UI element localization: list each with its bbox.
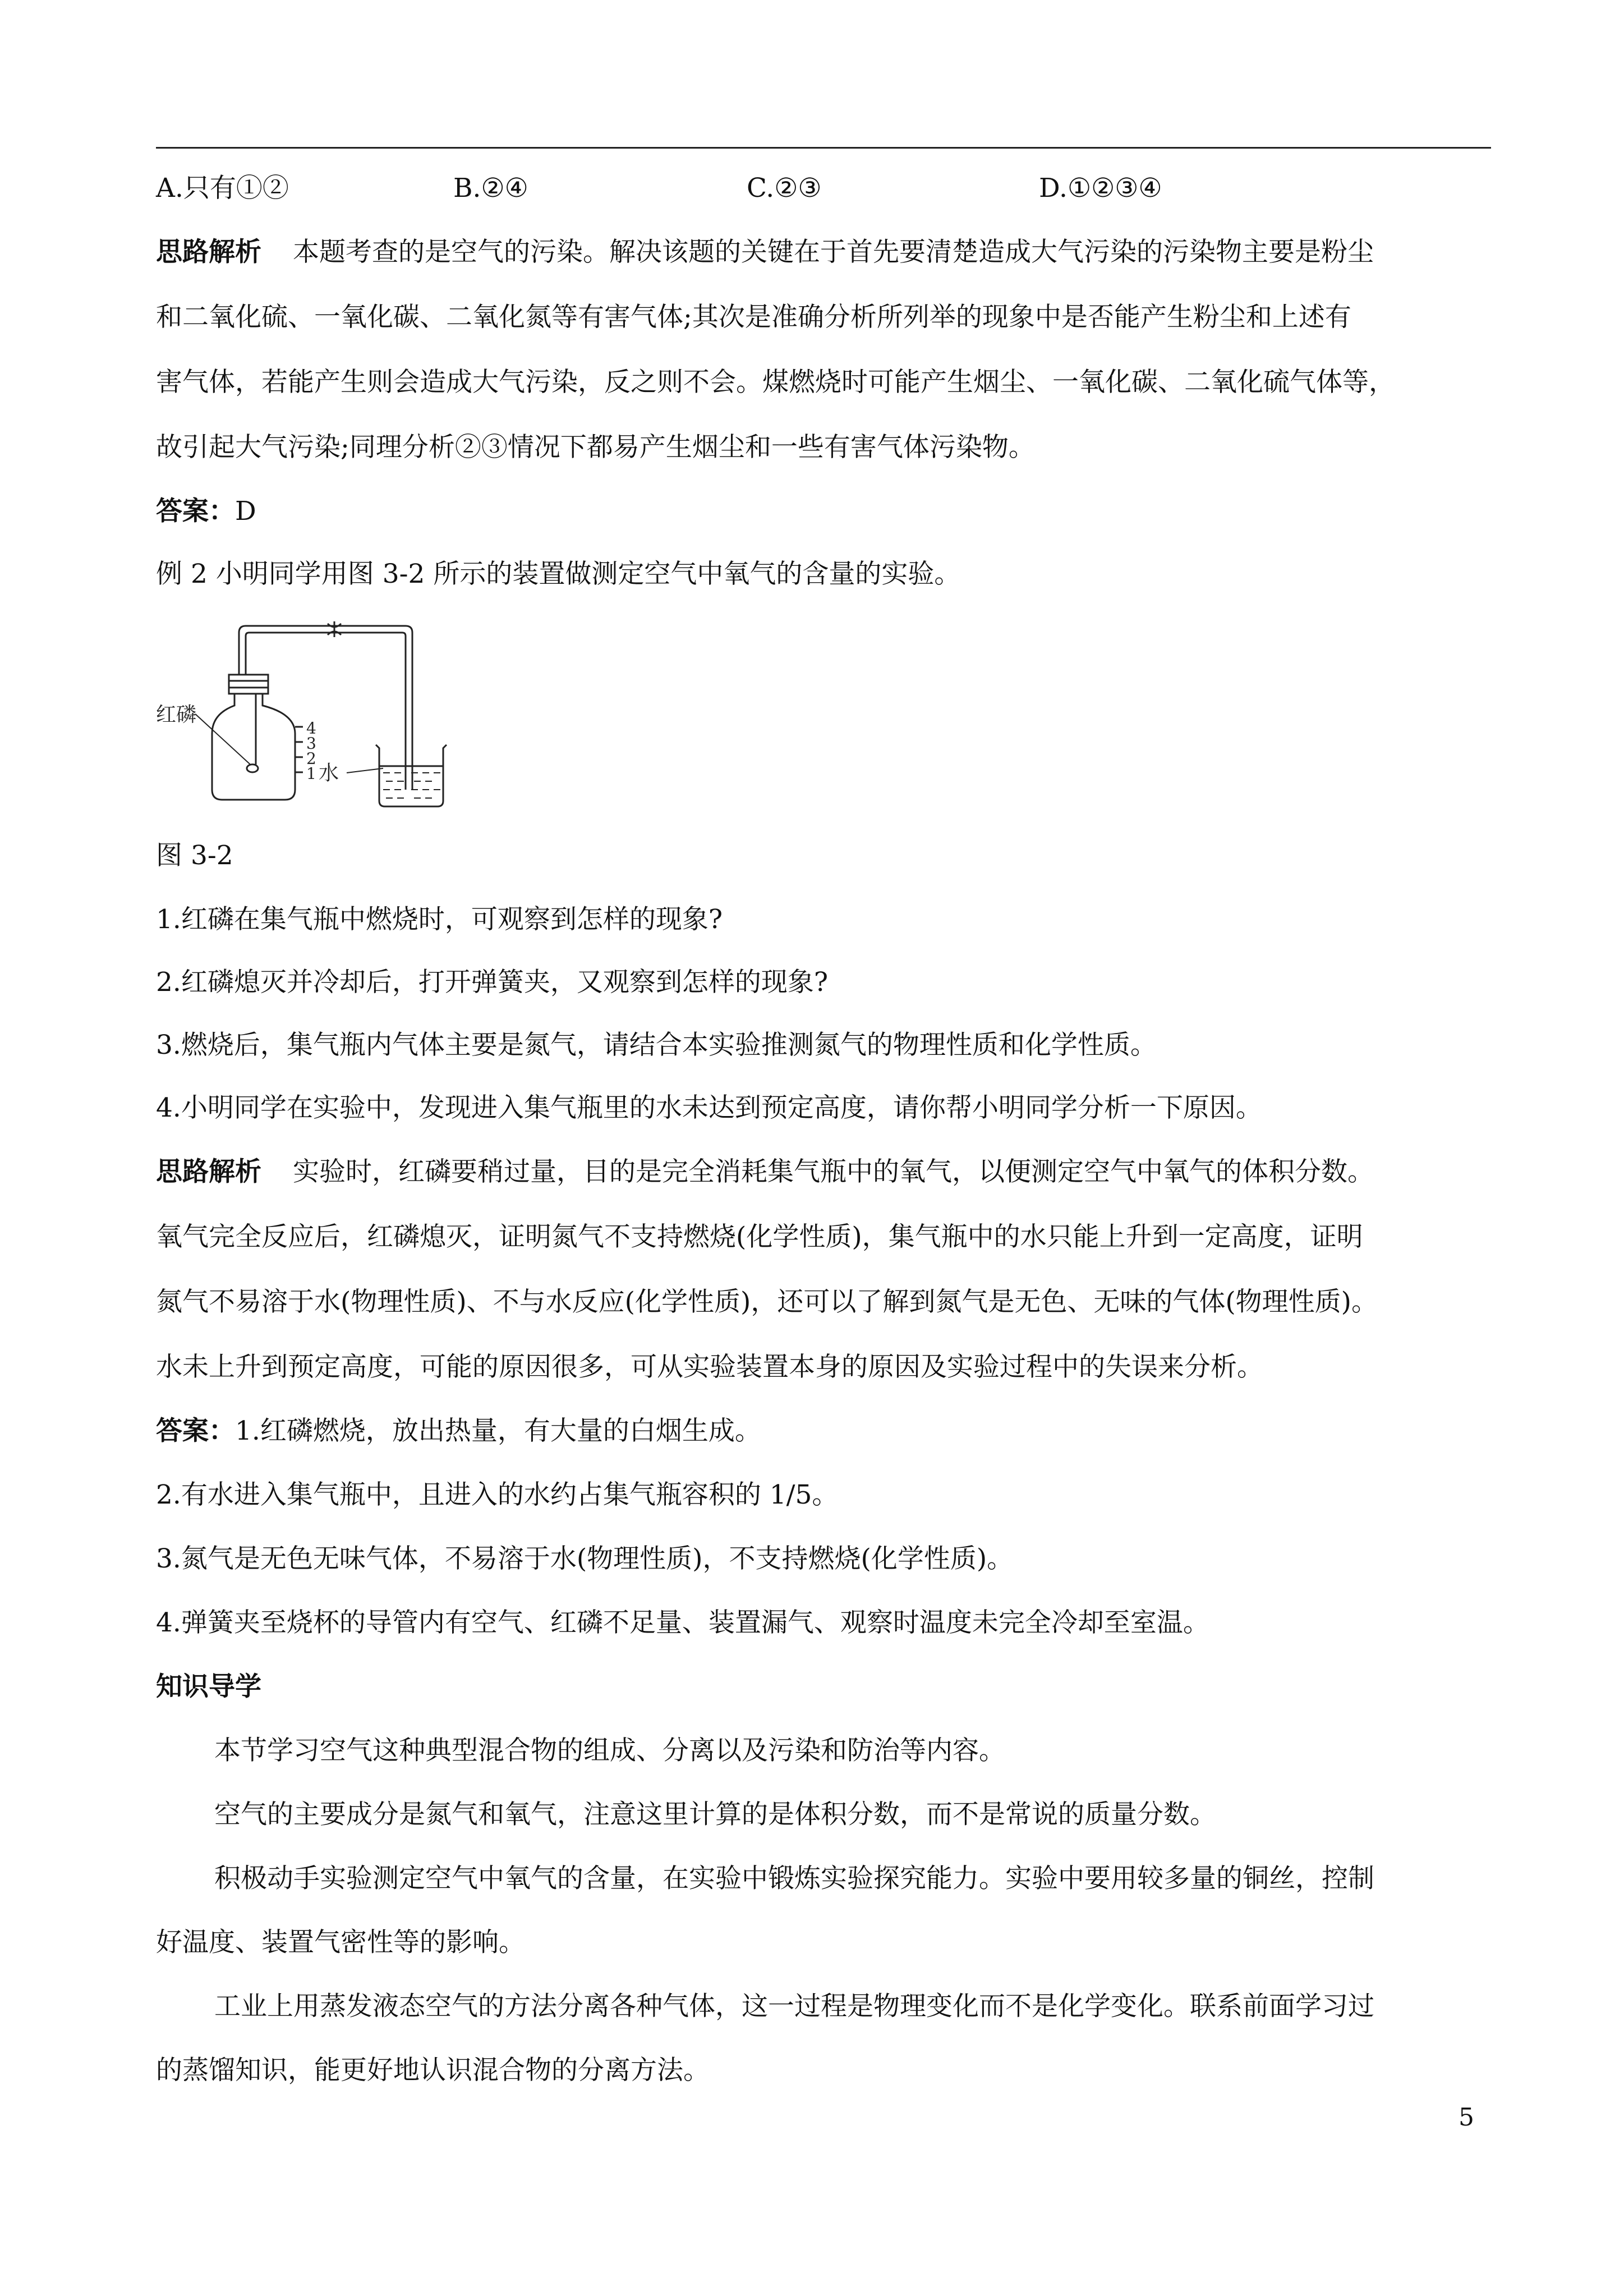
guide-heading: 知识导学	[156, 1671, 261, 1702]
ex2-analysis-text: 实验时，红磷要稍过量，目的是完全消耗集气瓶中的氧气，以便测定空气中氧气的体积分数。	[293, 1156, 1374, 1187]
question-3: 3.燃烧后，集气瓶内气体主要是氮气，请结合本实验推测氮气的物理性质和化学性质。	[156, 1030, 1157, 1061]
guide-paragraph-3-line-2: 好温度、装置气密性等的影响。	[156, 1927, 525, 1958]
ex2-analysis-label: 思路解析	[156, 1156, 261, 1187]
scale-3: 3	[306, 734, 316, 753]
guide-paragraph-4-line-1: 工业上用蒸发液态空气的方法分离各种气体，这一过程是物理变化而不是化学变化。联系前面学习过	[214, 1991, 1374, 2022]
apparatus-figure	[156, 621, 493, 812]
gas-bottle	[212, 694, 295, 800]
spring-clip	[328, 621, 341, 637]
header-rule	[156, 147, 1491, 149]
ex2-answer-label: 答案：	[156, 1416, 235, 1446]
q1-analysis-line-1	[156, 236, 1374, 269]
beaker	[376, 745, 447, 806]
question-1: 1.红磷在集气瓶中燃烧时，可观察到怎样的现象?	[156, 904, 723, 935]
q1-analysis-line-4: 故引起大气污染;同理分析②③情况下都易产生烟尘和一些有害气体污染物。	[156, 432, 1035, 463]
ex2-answer-1-text: 1.红磷燃烧，放出热量，有大量的白烟生成。	[235, 1416, 761, 1446]
ex2-analysis-line-4: 水未上升到预定高度，可能的原因很多，可从实验装置本身的原因及实验过程中的失误来分析。	[156, 1352, 1263, 1382]
option-b: B.②④	[453, 173, 528, 204]
option-a: A.只有①②	[156, 173, 289, 204]
ex2-answer-3: 3.氮气是无色无味气体，不易溶于水(物理性质)，不支持燃烧(化学性质)。	[156, 1543, 1014, 1574]
q1-analysis-label: 思路解析	[156, 237, 261, 268]
ex2-analysis-line-1	[156, 1155, 1374, 1189]
q1-analysis-line-3: 害气体，若能产生则会造成大气污染，反之则不会。煤燃烧时可能产生烟尘、一氧化碳、二氧化硫气体等，	[156, 367, 1395, 398]
q1-answer	[156, 495, 256, 528]
label-water: 水	[319, 762, 339, 785]
q1-analysis-line-2: 和二氧化硫、一氧化碳、二氧化氮等有害气体;其次是准确分析所列举的现象中是否能产生粉尘和上述有	[156, 302, 1351, 333]
ex2-answer-1	[156, 1414, 761, 1448]
rubber-stopper	[229, 675, 268, 694]
label-red-phosphorus: 红磷	[156, 703, 197, 726]
ex2-answer-4: 4.弹簧夹至烧杯的导管内有空气、红磷不足量、装置漏气、观察时温度未完全冷却至室温。	[156, 1607, 1209, 1638]
option-c: C.②③	[747, 173, 822, 204]
question-2: 2.红磷熄灭并冷却后，打开弹簧夹，又观察到怎样的现象?	[156, 967, 829, 998]
guide-paragraph-4-line-2: 的蒸馏知识，能更好地认识混合物的分离方法。	[156, 2055, 710, 2086]
guide-paragraph-3-line-1: 积极动手实验测定空气中氧气的含量，在实验中锻炼实验探究能力。实验中要用较多量的铜丝，控制	[214, 1863, 1374, 1894]
question-4: 4.小明同学在实验中，发现进入集气瓶里的水未达到预定高度，请你帮小明同学分析一下原因。	[156, 1092, 1262, 1123]
scale-1: 1	[306, 764, 316, 783]
q1-answer-label: 答案：	[156, 496, 235, 527]
q1-answer-value: D	[235, 496, 256, 527]
scale-4: 4	[306, 719, 316, 737]
guide-paragraph-1: 本节学习空气这种典型混合物的组成、分离以及污染和防治等内容。	[214, 1735, 1005, 1766]
example2-intro: 例 2 小明同学用图 3-2 所示的装置做测定空气中氧气的含量的实验。	[156, 559, 961, 589]
ex2-answer-2: 2.有水进入集气瓶中，且进入的水约占集气瓶容积的 1/5。	[156, 1479, 839, 1510]
ex2-analysis-line-3: 氮气不易溶于水(物理性质)、不与水反应(化学性质)，还可以了解到氮气是无色、无味的气体(物理性质)。	[156, 1287, 1378, 1317]
q1-analysis-text: 本题考查的是空气的污染。解决该题的关键在于首先要清楚造成大气污染的污染物主要是粉尘	[293, 237, 1374, 268]
guide-paragraph-2: 空气的主要成分是氮气和氧气，注意这里计算的是体积分数，而不是常说的质量分数。	[214, 1799, 1216, 1830]
scale-2: 2	[306, 749, 316, 768]
page-number: 5	[1459, 2103, 1474, 2132]
ex2-analysis-line-2: 氧气完全反应后，红磷熄灭，证明氮气不支持燃烧(化学性质)，集气瓶中的水只能上升到一定高度，证明	[156, 1221, 1363, 1252]
figure-caption: 图 3-2	[156, 840, 233, 871]
option-d: D.①②③④	[1039, 173, 1162, 204]
options-row	[156, 172, 1446, 205]
